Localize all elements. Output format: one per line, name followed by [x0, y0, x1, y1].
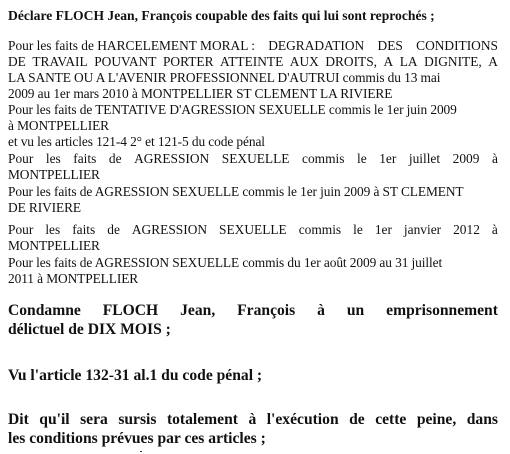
charge-agression-aout-line-1: Pour les faits de AGRESSION SEXUELLE commis du 1er août 2009 au 31 juillet: [8, 255, 443, 270]
charge-harcelement-line-1: [8, 38, 498, 53]
word: de: [108, 151, 122, 166]
word: de: [349, 411, 365, 428]
word: DES: [377, 38, 403, 53]
word: Jean,: [180, 302, 216, 319]
word: commis: [298, 222, 342, 237]
word: à: [317, 302, 325, 319]
word: totalement: [166, 411, 238, 428]
word: AUX: [289, 54, 319, 69]
word: SEXUELLE: [221, 151, 290, 166]
word: de: [107, 222, 120, 237]
word: CONDITIONS: [416, 38, 498, 53]
word: A: [488, 54, 498, 69]
word: juillet: [408, 151, 441, 166]
word: PORTER: [162, 54, 214, 69]
word: l'exécution: [266, 411, 339, 428]
word: 2012: [453, 222, 480, 237]
word: sera: [80, 411, 108, 428]
word: Dit: [8, 411, 29, 428]
word: Pour les faits de HARCELEMENT MORAL :: [8, 38, 255, 53]
word: les: [45, 151, 61, 166]
charge-agression-juillet-line-1: [8, 151, 498, 166]
word: Condamne: [8, 302, 81, 319]
word: dans: [466, 411, 498, 428]
sentence-line-2: délictuel de DIX MOIS ;: [8, 321, 171, 338]
word: DIGNITE,: [424, 54, 482, 69]
sentence-line-1: [8, 302, 498, 320]
word: DROITS,: [325, 54, 378, 69]
word: AGRESSION: [134, 151, 210, 166]
charge-agression-juin-line-1: Pour les faits de AGRESSION SEXUELLE commis le 1er juin 2009 à ST CLEMENT: [8, 184, 464, 199]
word: qu'il: [39, 411, 70, 428]
charge-tentative-line-2: à MONTPELLIER: [8, 118, 109, 133]
word: cette: [375, 411, 407, 428]
word: janvier: [403, 222, 442, 237]
word: peine,: [416, 411, 457, 428]
charge-agression-janvier-line-2: MONTPELLIER: [8, 238, 100, 253]
charge-agression-aout-line-2: 2011 à MONTPELLIER: [8, 271, 139, 286]
word: TRAVAIL: [32, 54, 88, 69]
suspension-line-2: les conditions prévues par ces articles ;: [8, 430, 266, 447]
suspension-line-1: [8, 411, 498, 429]
word: sursis: [118, 411, 157, 428]
word: LA: [399, 54, 418, 69]
word: Pour: [8, 151, 34, 166]
verdict-heading: Déclare FLOCH Jean, François coupable des faits qui lui sont reprochés ;: [8, 8, 435, 23]
word: à: [491, 151, 498, 166]
word: Pour: [8, 222, 34, 237]
word: 1er: [374, 222, 392, 237]
article-reference: Vu l'article 132-31 al.1 du code pénal ;: [8, 367, 263, 384]
charge-agression-juin-line-2: DE RIVIERE: [8, 200, 82, 215]
word: AGRESSION: [131, 222, 208, 237]
charge-harcelement-line-3: LA SANTE OU A L'AVENIR PROFESSIONNEL D'AUTRUI commis du 13 mai: [8, 70, 441, 85]
word: les: [45, 222, 61, 237]
word: emprisonnement: [386, 302, 498, 319]
word: à: [491, 222, 498, 237]
charge-tentative-articles: et vu les articles 121-4 2° et 121-5 du code pénal: [8, 134, 265, 149]
word: POUVANT: [94, 54, 157, 69]
word: un: [346, 302, 365, 319]
scan-speck: [140, 451, 142, 452]
word: à: [248, 411, 257, 428]
word: A: [383, 54, 394, 69]
word: 1er: [379, 151, 397, 166]
charge-agression-juillet-line-2: MONTPELLIER: [8, 167, 100, 182]
charge-harcelement-line-4: 2009 au 1er mars 2010 à MONTPELLIER ST CLEMENT LA RIVIERE: [8, 86, 393, 101]
word: DE: [8, 54, 26, 69]
word: faits: [73, 151, 97, 166]
word: FLOCH: [102, 302, 159, 319]
word: ATTEINTE: [220, 54, 284, 69]
word: commis: [302, 151, 345, 166]
word: faits: [72, 222, 96, 237]
word: le: [356, 151, 367, 166]
word: DEGRADATION: [268, 38, 365, 53]
word: le: [353, 222, 363, 237]
word: 2009: [452, 151, 480, 166]
word: François: [237, 302, 296, 319]
charge-agression-janvier-line-1: [8, 222, 498, 237]
charge-harcelement-line-2: [8, 54, 498, 69]
word: SEXUELLE: [219, 222, 287, 237]
charge-tentative-line-1: Pour les faits de TENTATIVE D'AGRESSION SEXUELLE commis le 1er juin 2009: [8, 102, 457, 117]
